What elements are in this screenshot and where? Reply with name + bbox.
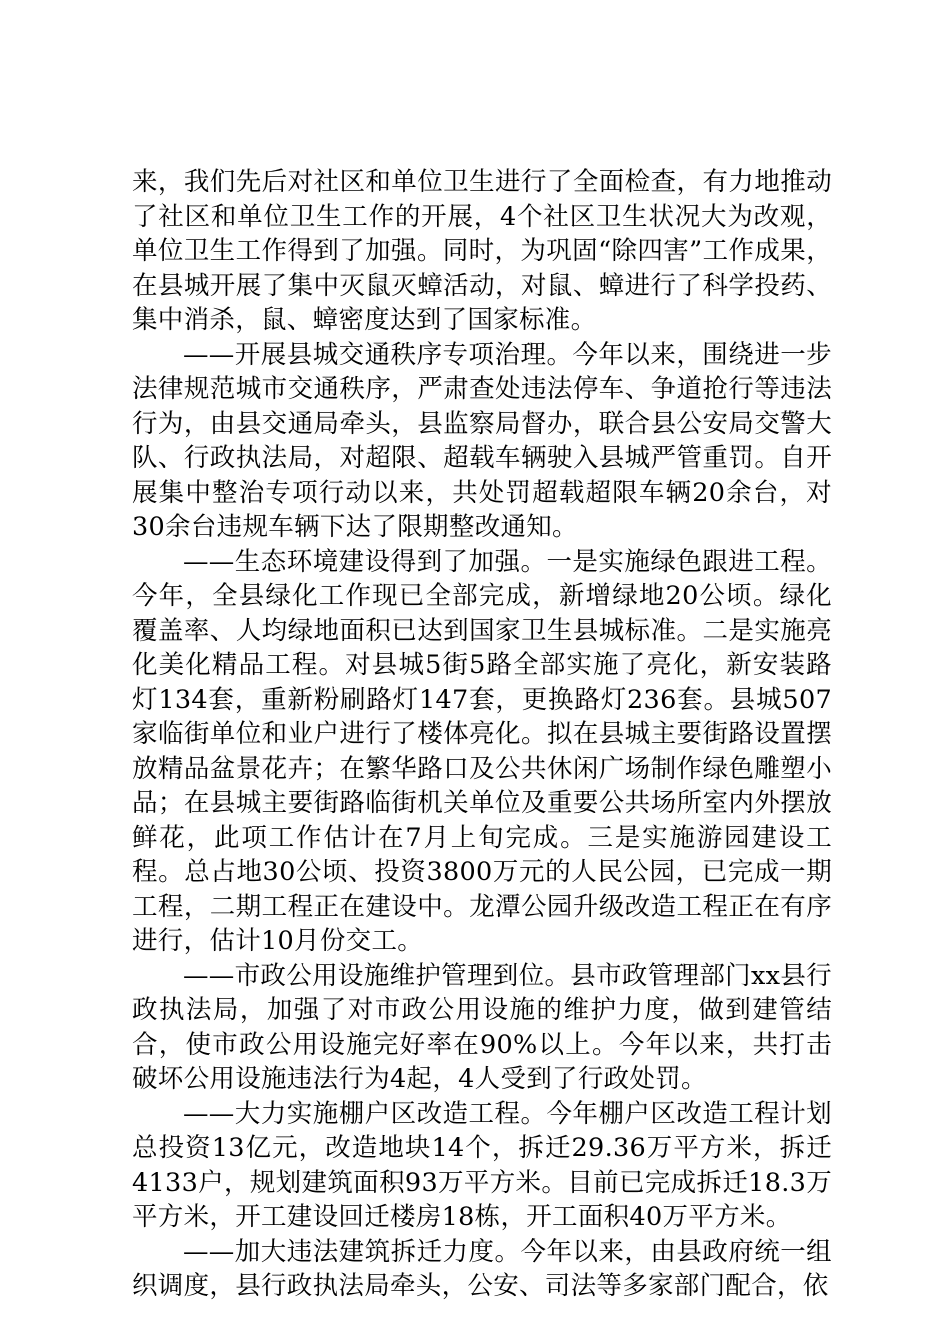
paragraph-municipal-facilities: ——市政公用设施维护管理到位。县市政管理部门xx县行政执法局，加强了对市政公用设施的维护力度，做到建管结合，使市政公用设施完好率在90%以上。今年以来，共打击破坏公用设施违法行为4起，4人受到了行政处罚。: [132, 960, 832, 1094]
paragraph-traffic-order: ——开展县城交通秩序专项治理。今年以来，围绕进一步法律规范城市交通秩序，严肃查处违法停车、争道抢行等违法行为，由县交通局牵头，县监察局督办，联合县公安局交警大队、行政执法局，对超限、超载车辆驶入县城严管重罚。自开展集中整治专项行动以来，共处罚超载超限车辆20余台，对30余台违规车辆下达了限期整改通知。: [132, 339, 832, 542]
paragraph-ecological-environment: ——生态环境建设得到了加强。一是实施绿色跟进工程。今年，全县绿化工作现已全部完成，新增绿地20公顷。绿化覆盖率、人均绿地面积已达到国家卫生县城标准。二是实施亮化美化精品工程。对县城5街5路全部实施了亮化，新安装路灯134套，重新粉刷路灯147套，更换路灯236套。县城507家临街单位和业户进行了楼体亮化。拟在县城主要街路设置摆放精品盆景花卉；在繁华路口及公共休闲广场制作绿色雕塑小品；在县城主要街路临街机关单位及重要公共场所室内外摆放鲜花，此项工作估计在7月上旬完成。三是实施游园建设工程。总占地30公顷、投资3800万元的人民公园，已完成一期工程，二期工程正在建设中。龙潭公园升级改造工程正在有序进行，估计10月份交工。: [132, 546, 832, 956]
paragraph-sanitation: 来，我们先后对社区和单位卫生进行了全面检查，有力地推动了社区和单位卫生工作的开展，4个社区卫生状况大为改观，单位卫生工作得到了加强。同时，为巩固“除四害”工作成果，在县城开展了集中灭鼠灭蟑活动，对鼠、蟑进行了科学投药、集中消杀，鼠、蟑密度达到了国家标准。: [132, 167, 832, 335]
document-page: [132, 165, 832, 1304]
paragraph-illegal-buildings: ——加大违法建筑拆迁力度。今年以来，由县政府统一组织调度，县行政执法局牵头，公安、司法等多家部门配合，依: [132, 1236, 832, 1301]
paragraph-shantytown-renovation: ——大力实施棚户区改造工程。今年棚户区改造工程计划总投资13亿元，改造地块14个，拆迁29.36万平方米，拆迁4133户，规划建筑面积93万平方米。目前已完成拆迁18.3万平方米，开工建设回迁楼房18栋，开工面积40万平方米。: [132, 1098, 832, 1232]
